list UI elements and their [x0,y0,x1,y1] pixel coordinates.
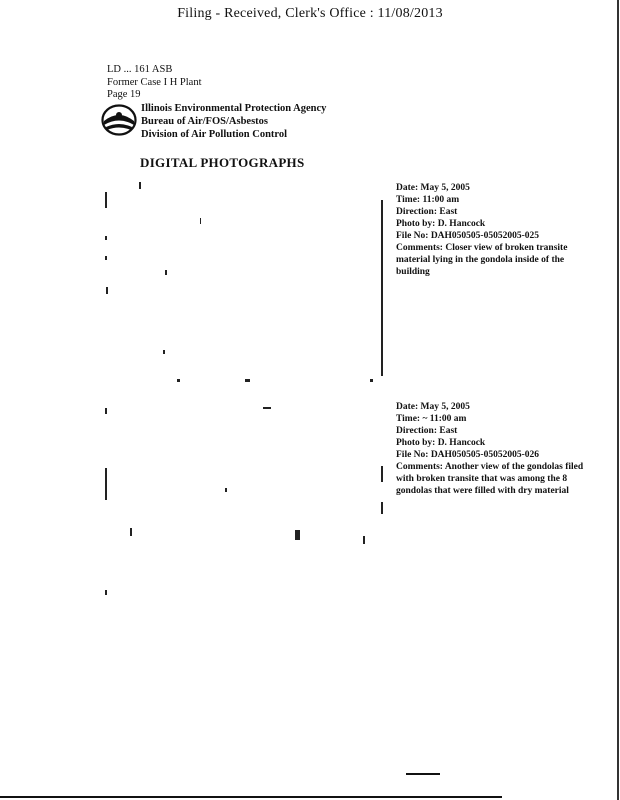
photo-2-time: Time: ~ 11:00 am [396,414,467,424]
page-number: Page 19 [107,89,141,100]
photo-1-file-no: File No: DAH050505-05052005-025 [396,231,540,241]
iepa-logo-icon [101,104,137,136]
photo-2-file-no: File No: DAH050505-05052005-026 [396,450,540,460]
case-id: LD ... 161 ASB [107,64,173,75]
bottom-edge-line [0,796,502,798]
page-title: DIGITAL PHOTOGRAPHS [140,155,305,170]
footer-mark [406,773,440,775]
agency-name: Illinois Environmental Protection Agency [141,103,327,114]
agency-division: Division of Air Pollution Control [141,129,288,140]
filing-stamp: Filing - Received, Clerk's Office : 11/08/2013 [177,6,443,21]
photo-2-caption [396,401,596,497]
photo-1 [105,180,385,385]
agency-bureau: Bureau of Air/FOS/Asbestos [141,116,268,127]
photo-1-time: Time: 11:00 am [396,195,460,205]
photo-1-caption [396,182,596,278]
photo-2 [105,400,385,600]
photo-2-direction: Direction: East [396,426,458,436]
photo-2-date: Date: May 5, 2005 [396,402,470,412]
photo-1-date: Date: May 5, 2005 [396,183,470,193]
photo-1-comments: Comments: Closer view of broken transite material lying in the gondola inside of the building [396,243,568,277]
photo-2-comments: Comments: Another view of the gondolas filed with broken transite that was among the 8 gondolas that were filled with dry material [396,462,584,496]
photo-2-photographer: Photo by: D. Hancock [396,438,486,448]
case-name: Former Case I H Plant [107,77,202,88]
right-edge-line [617,0,619,800]
photo-1-photographer: Photo by: D. Hancock [396,219,486,229]
photo-1-direction: Direction: East [396,207,458,217]
